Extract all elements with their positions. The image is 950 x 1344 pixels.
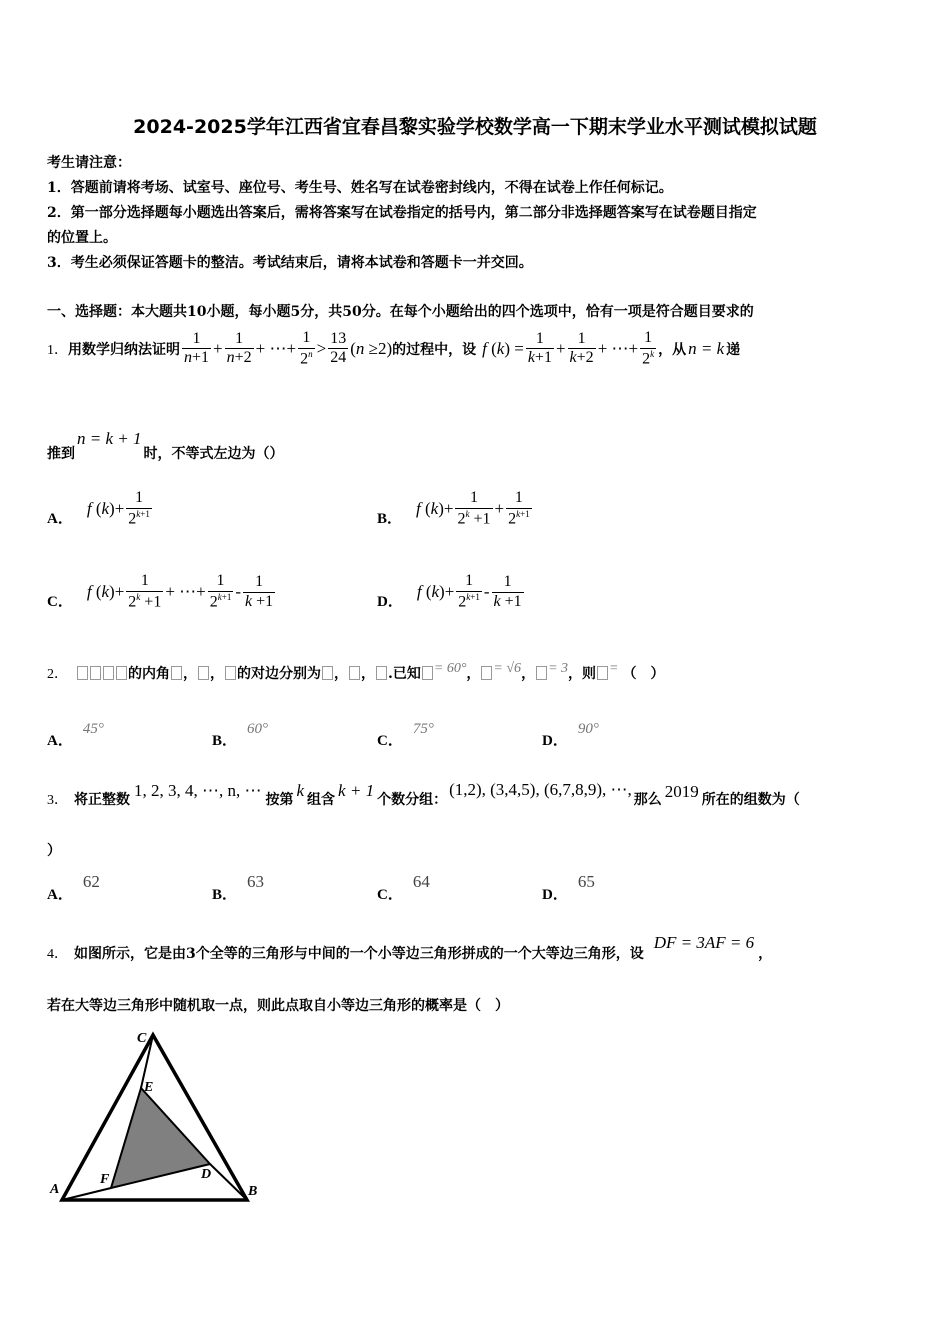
q1-option-a[interactable]: A． f (k)+ $\frac{1}{2^{k+1}}$ xyxy=(47,489,150,528)
question-4-number: 4． xyxy=(47,947,68,962)
inner-triangle xyxy=(111,1088,210,1188)
q1-option-d[interactable]: D． f (k)+ $\frac{1}{2^{k+1}}$ - $\frac{1}{k +1}$ xyxy=(377,572,522,611)
q1-option-b[interactable]: B． f (k)+ $\frac{1}{2^k +1}$ + $\frac{1}{2^{k+1}}$ xyxy=(377,489,530,528)
label-d: D xyxy=(201,1167,212,1182)
question-4-cont: 若在大等边三角形中随机取一点，则此点取自小等边三角形的概率是（ ） xyxy=(47,998,509,1014)
notice-item-3: 3．考生必须保证答题卡的整洁。考试结束后，请将本试卷和答题卡一并交回。 xyxy=(47,255,533,271)
q1-inequality: $\frac{1}{n+1}$ + $\frac{1}{n+2}$ + ⋯+ $\frac{1}{2^n}$ > $\frac{13}{24}$ (n ≥2) xyxy=(184,329,393,368)
question-2-number: 2． xyxy=(47,667,68,682)
q3-option-d[interactable]: D． 65 xyxy=(542,872,595,903)
question-3: 3． 将正整数 1, 2, 3, 4, ⋯, n, ⋯ 按第 k 组含 k + 1 个数分组： (1,2), (3,4,5), (6,7,8,9), ⋯, 那么 2019 所在的组数为（ xyxy=(47,780,800,808)
q2-option-a[interactable]: A． 45° xyxy=(47,721,104,749)
label-a: A xyxy=(50,1182,60,1197)
page-title: 2024-2025学年江西省宜春昌黎实验学校数学高一下期末学业水平测试模拟试题 xyxy=(133,116,817,138)
q3-option-c[interactable]: C． 64 xyxy=(377,872,430,903)
question-1-line-1: 1． 用数学归纳法证明 $\frac{1}{n+1}$ + $\frac{1}{n+2}$ + ⋯+ $\frac{1}{2^n}$ > $\frac{13}{24}$ (n ≥2) 的过程中，设 f (k) = $\frac{1}{k+1}$ + $\frac{1}{k+2}$ + ⋯+ $\frac{1}{2^k}$ ，从 n = k 递 xyxy=(47,329,741,368)
q2-option-b[interactable]: B． 60° xyxy=(212,721,269,749)
label-f: F xyxy=(100,1172,110,1187)
question-1-line-2: 推到 n = k + 1 时，不等式左边为（） xyxy=(47,429,284,462)
triangle-figure xyxy=(45,1025,275,1210)
q3-option-a[interactable]: A． 62 xyxy=(47,872,100,903)
q1-function-def: f (k) = $\frac{1}{k+1}$ + $\frac{1}{k+2}$ + ⋯+ $\frac{1}{2^k}$ xyxy=(482,329,655,368)
question-3-number: 3． xyxy=(47,793,68,808)
label-b: B xyxy=(248,1184,258,1199)
q1-option-c[interactable]: C． f (k)+ $\frac{1}{2^k +1}$ + ⋯+ $\frac{1}{2^{k+1}}$ - $\frac{1}{k +1}$ xyxy=(47,572,274,611)
q2-option-d[interactable]: D． 90° xyxy=(542,721,599,749)
label-e: E xyxy=(144,1080,154,1095)
question-3-close: ） xyxy=(47,843,61,859)
section-heading: 一、选择题：本大题共10小题，每小题5分，共50分。在每个小题给出的四个选项中，恰有一项是符合题目要求的 xyxy=(47,304,754,320)
notice-item-2-cont: 的位置上。 xyxy=(47,230,117,246)
question-1-number: 1． xyxy=(47,343,68,358)
q3-option-b[interactable]: B． 63 xyxy=(212,872,265,903)
notice-item-1: 1．答题前请将考场、试室号、座位号、考生号、姓名写在试卷密封线内，不得在试卷上作任何标记。 xyxy=(47,180,673,196)
q2-option-c[interactable]: C． 75° xyxy=(377,721,434,749)
question-4: 4． 如图所示，它是由3个全等的三角形与中间的一个小等边三角形拼成的一个大等边三角形，设 DF = 3AF = 6 ， xyxy=(47,933,773,962)
notice-item-2: 2．第一部分选择题每小题选出答案后，需将答案写在试卷指定的括号内，第二部分非选择题答案写在试卷题目指定 xyxy=(47,205,757,221)
question-2: 2． 的内角 ， ， 的对边分别为 ， ， .已知 = 60° ， = √6 ， = 3 ， 则 = （ ） xyxy=(47,661,665,682)
label-c: C xyxy=(137,1031,147,1046)
notice-header: 考生请注意： xyxy=(47,155,131,171)
